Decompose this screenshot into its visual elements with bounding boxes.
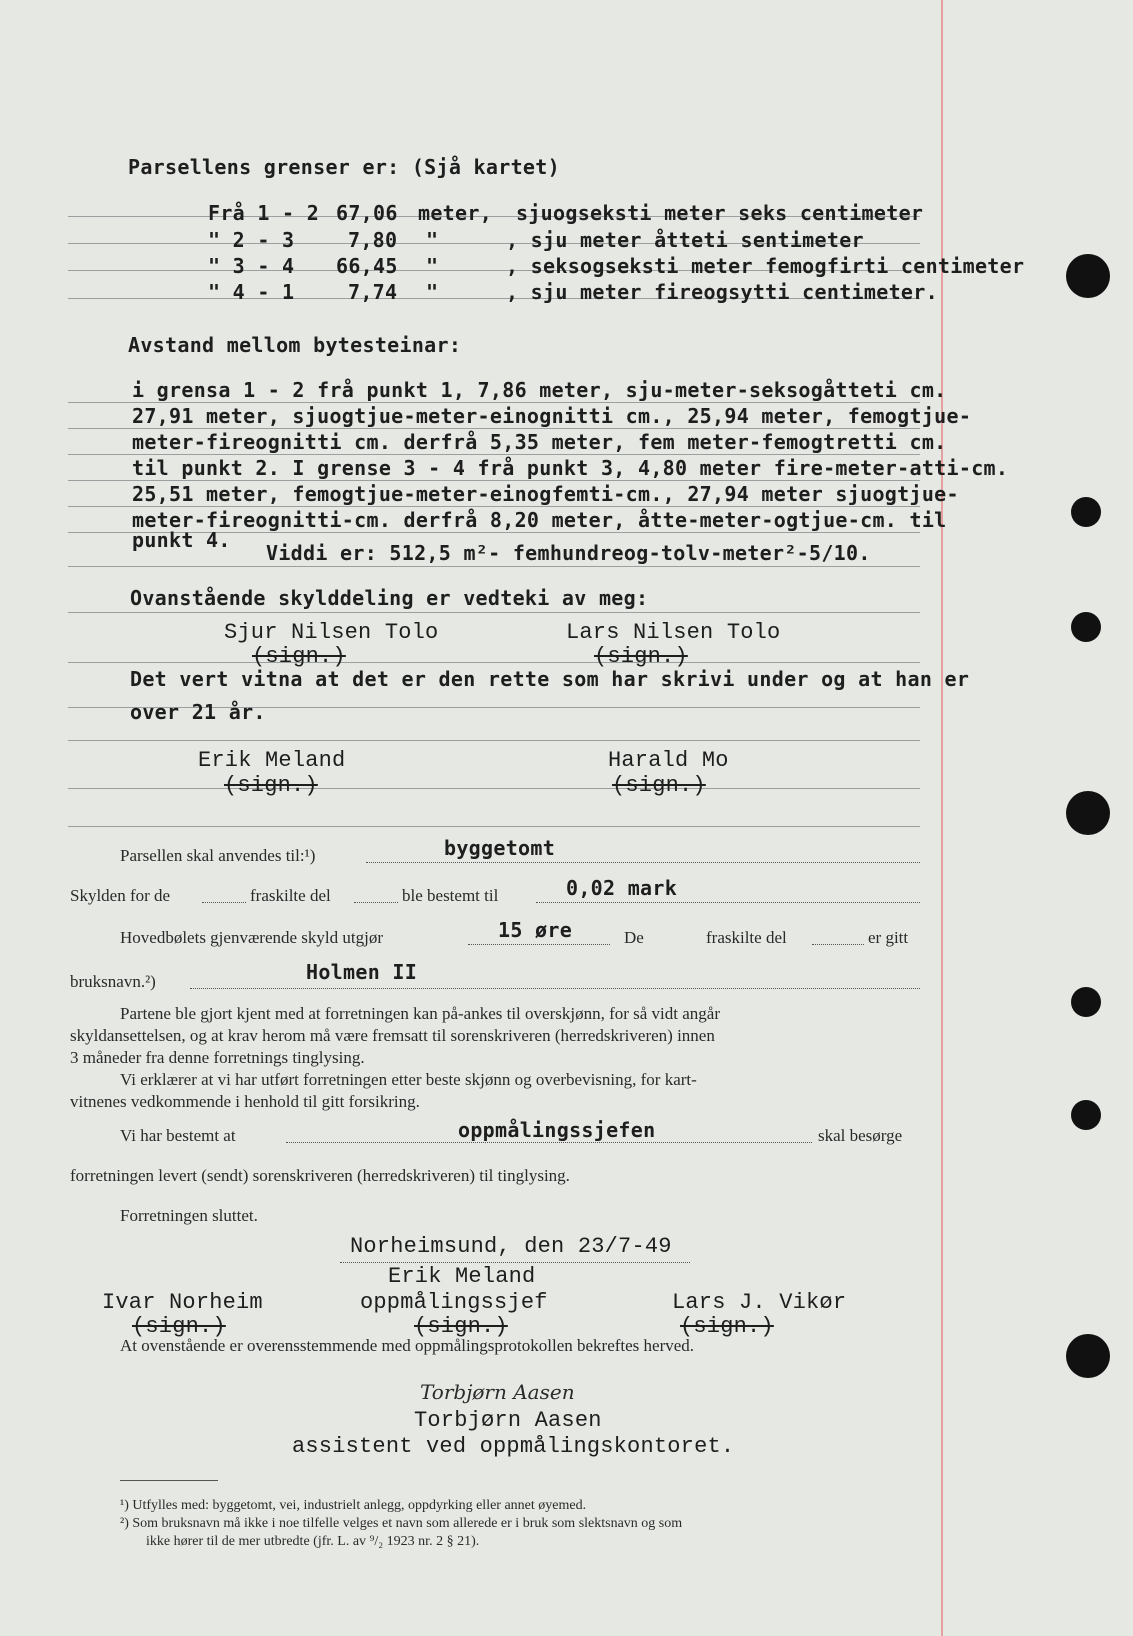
dotted-line xyxy=(354,902,398,903)
ruled-line xyxy=(68,662,920,663)
punch-hole-icon xyxy=(1071,612,1101,642)
bruksnavn-value: Holmen II xyxy=(306,960,418,984)
certify-line: At ovenstående er overensstemmende med oppmålingsprotokollen bekreftes herved. xyxy=(120,1336,695,1355)
footnote: ikke hører til de mer utbredte (jfr. L. av ⁹/₂ 1923 nr. 2 § 21). xyxy=(146,1534,480,1549)
signer-name: Lars Nilsen Tolo xyxy=(566,620,781,645)
bestemt-label: Vi har bestemt at xyxy=(120,1126,236,1145)
skyld-value: 0,02 mark xyxy=(566,876,678,900)
ruled-line xyxy=(68,428,920,429)
signer-sign: (sign.) xyxy=(252,644,346,669)
approval-line: Ovanstående skylddeling er vedteki av meg: xyxy=(130,586,649,610)
punch-hole-icon xyxy=(1071,497,1101,527)
hoved-value: 15 øre xyxy=(498,918,573,942)
official-sign: (sign.) xyxy=(414,1314,508,1339)
dotted-line xyxy=(812,944,864,945)
boundary-row: " 3 - 4 66,45 " , seksogseksti meter femogfirti centimeter xyxy=(208,254,1025,278)
boundary-row: " 4 - 1 7,74 " , sju meter fireogsytti centimeter. xyxy=(208,280,938,304)
official-name: Lars J. Vikør xyxy=(672,1290,847,1315)
dotted-line xyxy=(286,1142,812,1143)
margin-red-line xyxy=(941,0,943,1636)
ruled-line xyxy=(68,612,920,613)
official-title: oppmålingssjef xyxy=(360,1290,548,1315)
witness-sign: (sign.) xyxy=(224,773,318,798)
signer-title: assistent ved oppmålingskontoret. xyxy=(292,1434,735,1459)
punch-hole-icon xyxy=(1071,987,1101,1017)
dotted-line xyxy=(340,1262,690,1263)
boundaries-heading: Parsellens grenser er: (Sjå kartet) xyxy=(128,155,560,179)
bruksnavn-label: bruksnavn.²) xyxy=(70,972,156,991)
signer-sign: (sign.) xyxy=(594,644,688,669)
distance-line: 27,91 meter, sjuogtjue-meter-einognitti cm., 25,94 meter, femogtjue- xyxy=(132,404,972,428)
punch-hole-icon xyxy=(1066,1334,1110,1378)
witness-name: Erik Meland xyxy=(198,748,346,773)
ruled-line xyxy=(68,740,920,741)
signer-name: Sjur Nilsen Tolo xyxy=(224,620,439,645)
bestemt-value: oppmålingssjefen xyxy=(458,1118,656,1142)
distance-line: punkt 4. xyxy=(132,528,231,552)
distance-line: meter-fireognitti cm. derfrå 5,35 meter, fem meter-femogtretti cm. xyxy=(132,430,947,454)
ruled-line xyxy=(68,566,920,567)
de-label: De xyxy=(624,928,644,947)
dotted-line xyxy=(202,902,246,903)
footnote-divider xyxy=(120,1480,218,1481)
official-name: Ivar Norheim xyxy=(102,1290,263,1315)
footnote: ¹) Utfylles med: byggetomt, vei, industrielt anlegg, oppdyrking eller annet øyemed. xyxy=(120,1498,587,1513)
ruled-line xyxy=(68,402,920,403)
ruled-line xyxy=(68,480,920,481)
distance-line: i grensa 1 - 2 frå punkt 1, 7,86 meter, sju-meter-seksogåtteti cm. xyxy=(132,378,947,402)
signer-name: Torbjørn Aasen xyxy=(414,1408,602,1433)
hoved-label: Hovedbølets gjenværende skyld utgjør xyxy=(120,928,383,947)
punch-hole-icon xyxy=(1066,791,1110,835)
sluttet-line: Forretningen sluttet. xyxy=(120,1206,258,1225)
ruled-line xyxy=(68,826,920,827)
ruled-line xyxy=(68,788,920,789)
distance-line: meter-fireognitti-cm. derfrå 8,20 meter, åtte-meter-ogtjue-cm. til xyxy=(132,508,947,532)
dotted-line xyxy=(468,944,610,945)
paragraph-line: 3 måneder fra denne forretnings tinglysing. xyxy=(70,1048,365,1067)
paragraph-line: Partene ble gjort kjent med at forretningen kan på-ankes til overskjønn, for så vidt angår xyxy=(120,1004,721,1023)
dotted-line xyxy=(190,988,920,989)
witness-line: Det vert vitna at det er den rette som har skrivi under og at han er xyxy=(130,667,970,691)
skyld-label: fraskilte del xyxy=(250,886,331,905)
distance-line: 25,51 meter, femogtjue-meter-einogfemti-cm., 27,94 meter sjuogtjue- xyxy=(132,482,959,506)
boundary-row: " 2 - 3 7,80 " , sju meter åtteti sentimeter xyxy=(208,228,864,252)
footnote: ²) Som bruksnavn må ikke i noe tilfelle velges et navn som allerede er i bruk som slektsnavn og som xyxy=(120,1516,683,1531)
use-value: byggetomt xyxy=(444,836,556,860)
area-line: Viddi er: 512,5 m²- femhundreog-tolv-meter²-5/10. xyxy=(266,541,871,565)
official-sign: (sign.) xyxy=(132,1314,226,1339)
witness-name: Harald Mo xyxy=(608,748,729,773)
ruled-line xyxy=(68,506,920,507)
dotted-line xyxy=(366,862,920,863)
punch-hole-icon xyxy=(1071,1100,1101,1130)
levert-line: forretningen levert (sendt) sorenskriveren (herredskriveren) til tinglysing. xyxy=(70,1166,570,1185)
skyld-label: ble bestemt til xyxy=(402,886,499,905)
paragraph-line: vitnenes vedkommende i henhold til gitt forsikring. xyxy=(70,1092,420,1111)
skyld-label: Skylden for de xyxy=(70,886,171,905)
besorge-label: skal besørge xyxy=(818,1126,903,1145)
paragraph-line: Vi erklærer at vi har utført forretningen etter beste skjønn og overbevisning, for kart- xyxy=(120,1070,697,1089)
handwritten-signature: Torbjørn Aasen xyxy=(420,1380,575,1404)
witness-line: over 21 år. xyxy=(130,700,266,724)
paragraph-line: skyldansettelsen, og at krav herom må være fremsatt til sorenskriveren (herredskriveren) innen xyxy=(70,1026,715,1045)
official-name: Erik Meland xyxy=(388,1264,536,1289)
witness-sign: (sign.) xyxy=(612,773,706,798)
place-date: Norheimsund, den 23/7-49 xyxy=(350,1234,672,1259)
official-sign: (sign.) xyxy=(680,1314,774,1339)
distance-heading: Avstand mellom bytesteinar: xyxy=(128,333,462,357)
distance-line: til punkt 2. I grense 3 - 4 frå punkt 3, 4,80 meter fire-meter-atti-cm. xyxy=(132,456,1009,480)
use-label: Parsellen skal anvendes til:¹) xyxy=(120,846,316,865)
boundary-row: Frå 1 - 2 67,06 meter, sjuogseksti meter seks centimeter xyxy=(208,201,924,225)
dotted-line xyxy=(536,902,920,903)
gitt-label: er gitt xyxy=(868,928,909,947)
punch-hole-icon xyxy=(1066,254,1110,298)
ruled-line xyxy=(68,454,920,455)
fraskilte-label: fraskilte del xyxy=(706,928,787,947)
